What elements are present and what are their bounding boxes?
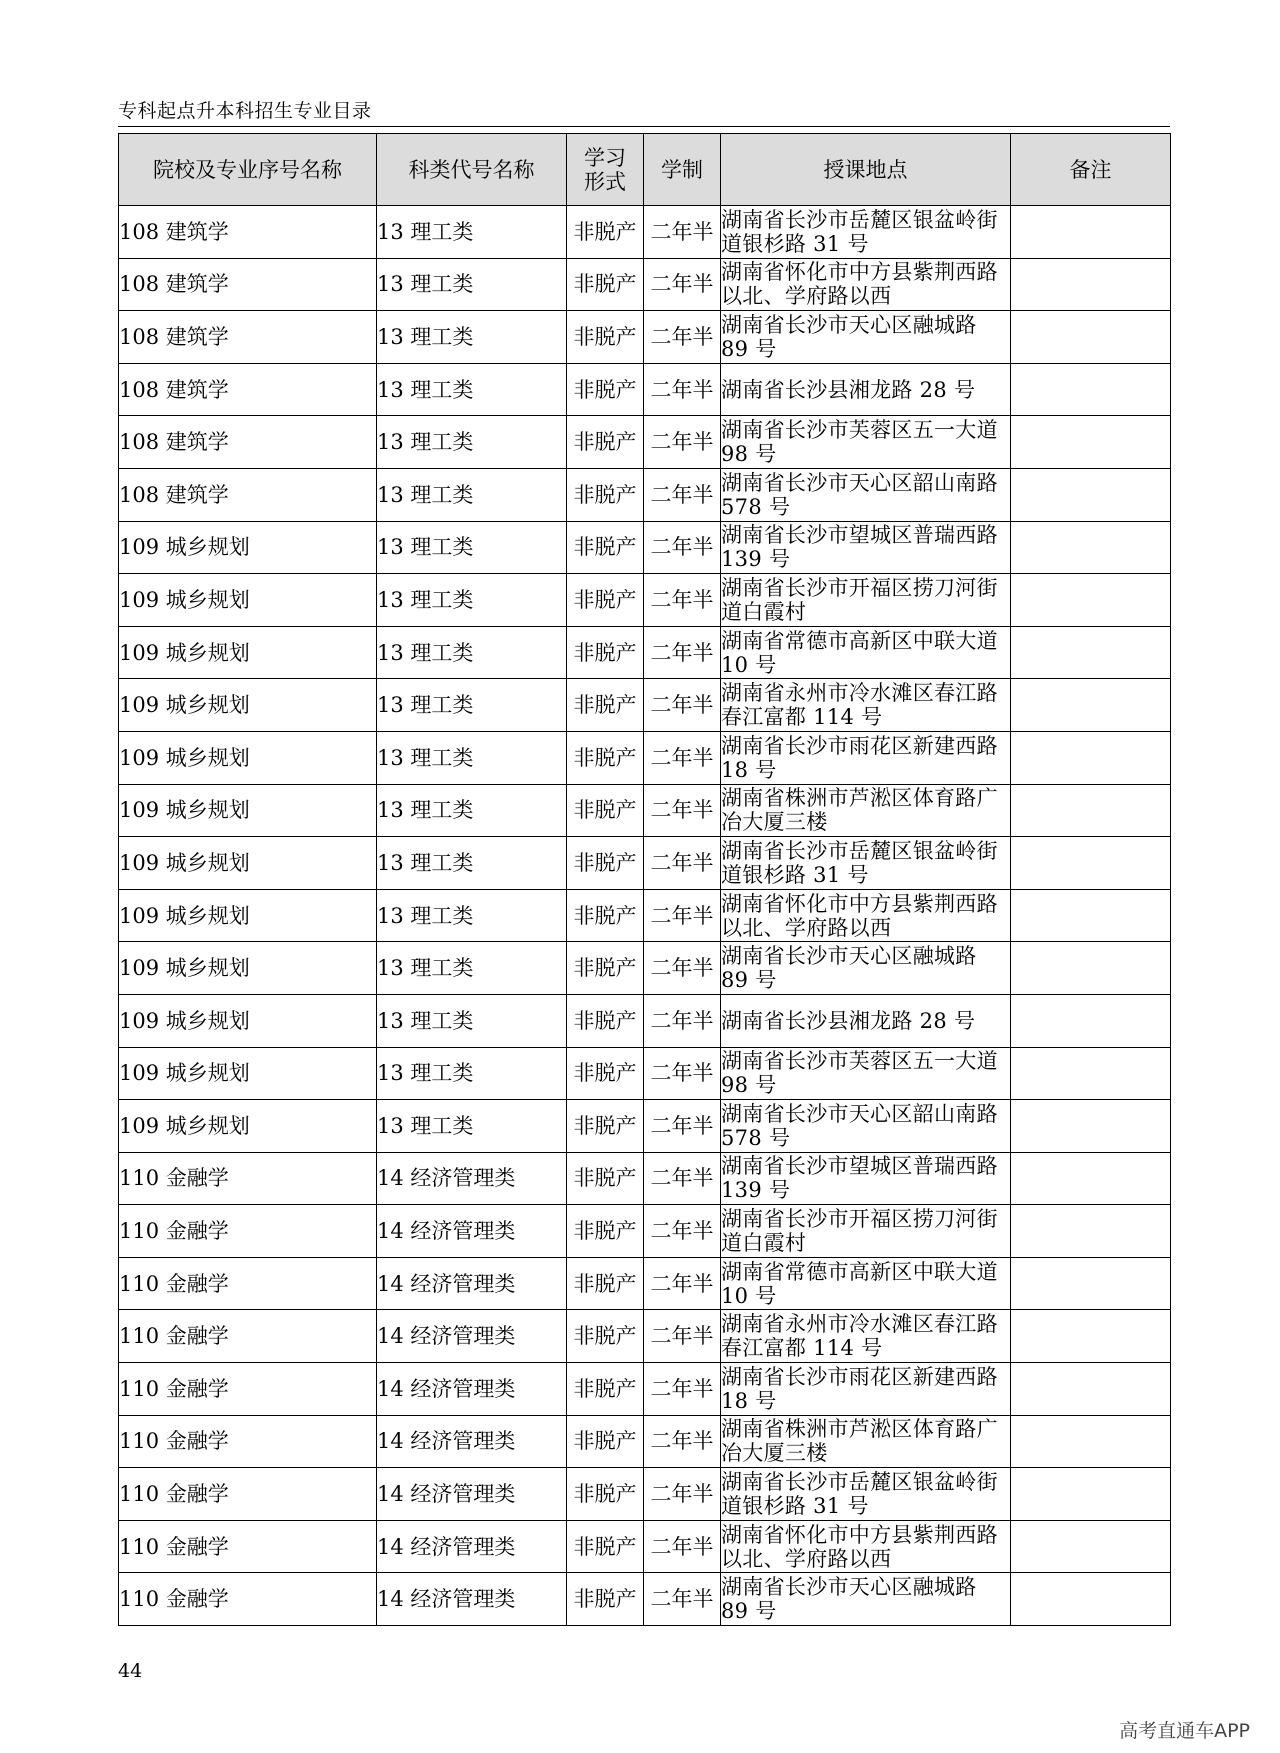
cell-duration: 二年半 <box>644 942 721 995</box>
cell-remarks <box>1011 363 1171 416</box>
cell-location: 湖南省长沙市雨花区新建西路 18 号 <box>721 1363 1011 1416</box>
cell-major: 109 城乡规划 <box>119 574 377 627</box>
header-location: 授课地点 <box>721 134 1011 206</box>
cell-remarks <box>1011 994 1171 1047</box>
table-row <box>119 574 1171 627</box>
cell-remarks <box>1011 889 1171 942</box>
cell-duration: 二年半 <box>644 784 721 837</box>
table-row <box>119 363 1171 416</box>
cell-location: 湖南省长沙市天心区韶山南路 578 号 <box>721 468 1011 521</box>
cell-category: 14 经济管理类 <box>377 1363 567 1416</box>
cell-remarks <box>1011 1100 1171 1153</box>
cell-major: 108 建筑学 <box>119 258 377 311</box>
table-row <box>119 1205 1171 1258</box>
header-major: 院校及专业序号名称 <box>119 134 377 206</box>
table-row <box>119 1310 1171 1363</box>
table-row <box>119 1363 1171 1416</box>
table-row <box>119 1047 1171 1100</box>
header-duration: 学制 <box>644 134 721 206</box>
cell-remarks <box>1011 1468 1171 1521</box>
cell-location: 湖南省长沙市岳麓区银盆岭街道银杉路 31 号 <box>721 837 1011 890</box>
table-row <box>119 994 1171 1047</box>
cell-major: 109 城乡规划 <box>119 1047 377 1100</box>
cell-category: 14 经济管理类 <box>377 1257 567 1310</box>
cell-duration: 二年半 <box>644 1363 721 1416</box>
cell-category: 13 理工类 <box>377 679 567 732</box>
table-row <box>119 1573 1171 1626</box>
cell-location: 湖南省株洲市芦淞区体育路广冶大厦三楼 <box>721 784 1011 837</box>
cell-category: 13 理工类 <box>377 837 567 890</box>
cell-location: 湖南省长沙市天心区韶山南路 578 号 <box>721 1100 1011 1153</box>
major-catalog-table <box>118 133 1171 1626</box>
cell-remarks <box>1011 731 1171 784</box>
cell-category: 13 理工类 <box>377 258 567 311</box>
cell-category: 14 经济管理类 <box>377 1573 567 1626</box>
cell-form: 非脱产 <box>567 679 644 732</box>
cell-location: 湖南省长沙市天心区融城路 89 号 <box>721 942 1011 995</box>
cell-location: 湖南省永州市冷水滩区春江路春江富都 114 号 <box>721 1310 1011 1363</box>
cell-form: 非脱产 <box>567 1257 644 1310</box>
cell-category: 14 经济管理类 <box>377 1520 567 1573</box>
cell-major: 110 金融学 <box>119 1257 377 1310</box>
cell-category: 13 理工类 <box>377 206 567 259</box>
cell-form: 非脱产 <box>567 1152 644 1205</box>
cell-category: 14 经济管理类 <box>377 1468 567 1521</box>
cell-major: 110 金融学 <box>119 1468 377 1521</box>
cell-major: 109 城乡规划 <box>119 626 377 679</box>
cell-duration: 二年半 <box>644 679 721 732</box>
cell-form: 非脱产 <box>567 942 644 995</box>
cell-location: 湖南省怀化市中方县紫荆西路以北、学府路以西 <box>721 1520 1011 1573</box>
table-row <box>119 731 1171 784</box>
cell-category: 13 理工类 <box>377 784 567 837</box>
cell-remarks <box>1011 1257 1171 1310</box>
cell-duration: 二年半 <box>644 837 721 890</box>
cell-major: 108 建筑学 <box>119 311 377 364</box>
cell-form: 非脱产 <box>567 1310 644 1363</box>
cell-duration: 二年半 <box>644 731 721 784</box>
cell-form: 非脱产 <box>567 363 644 416</box>
cell-duration: 二年半 <box>644 1152 721 1205</box>
cell-duration: 二年半 <box>644 626 721 679</box>
table-row <box>119 837 1171 890</box>
table-row <box>119 626 1171 679</box>
cell-remarks <box>1011 1205 1171 1258</box>
cell-location: 湖南省长沙市开福区捞刀河街道白霞村 <box>721 1205 1011 1258</box>
cell-category: 14 经济管理类 <box>377 1205 567 1258</box>
cell-remarks <box>1011 1047 1171 1100</box>
cell-major: 108 建筑学 <box>119 468 377 521</box>
table-header-row <box>119 134 1171 206</box>
cell-duration: 二年半 <box>644 258 721 311</box>
cell-form: 非脱产 <box>567 1363 644 1416</box>
cell-duration: 二年半 <box>644 1468 721 1521</box>
cell-form: 非脱产 <box>567 837 644 890</box>
cell-category: 13 理工类 <box>377 942 567 995</box>
header-category: 科类代号名称 <box>377 134 567 206</box>
cell-remarks <box>1011 416 1171 469</box>
cell-location: 湖南省长沙县湘龙路 28 号 <box>721 994 1011 1047</box>
cell-major: 108 建筑学 <box>119 416 377 469</box>
cell-major: 109 城乡规划 <box>119 1100 377 1153</box>
cell-category: 14 经济管理类 <box>377 1152 567 1205</box>
cell-form: 非脱产 <box>567 1047 644 1100</box>
cell-major: 110 金融学 <box>119 1573 377 1626</box>
cell-remarks <box>1011 679 1171 732</box>
cell-major: 109 城乡规划 <box>119 837 377 890</box>
cell-location: 湖南省长沙市岳麓区银盆岭街道银杉路 31 号 <box>721 1468 1011 1521</box>
cell-remarks <box>1011 1415 1171 1468</box>
cell-category: 13 理工类 <box>377 626 567 679</box>
cell-form: 非脱产 <box>567 626 644 679</box>
cell-major: 110 金融学 <box>119 1310 377 1363</box>
cell-category: 13 理工类 <box>377 416 567 469</box>
header-rule <box>118 126 1170 127</box>
cell-form: 非脱产 <box>567 1415 644 1468</box>
cell-major: 109 城乡规划 <box>119 784 377 837</box>
cell-category: 14 经济管理类 <box>377 1310 567 1363</box>
cell-category: 13 理工类 <box>377 1100 567 1153</box>
cell-form: 非脱产 <box>567 889 644 942</box>
table-row <box>119 258 1171 311</box>
cell-form: 非脱产 <box>567 258 644 311</box>
watermark: 高考直通车APP <box>1119 1720 1250 1742</box>
cell-major: 110 金融学 <box>119 1152 377 1205</box>
cell-category: 13 理工类 <box>377 521 567 574</box>
cell-location: 湖南省怀化市中方县紫荆西路以北、学府路以西 <box>721 258 1011 311</box>
cell-remarks <box>1011 521 1171 574</box>
table-row <box>119 311 1171 364</box>
cell-form: 非脱产 <box>567 1573 644 1626</box>
cell-form: 非脱产 <box>567 206 644 259</box>
cell-form: 非脱产 <box>567 521 644 574</box>
table-row <box>119 1152 1171 1205</box>
cell-remarks <box>1011 574 1171 627</box>
cell-duration: 二年半 <box>644 1520 721 1573</box>
cell-major: 108 建筑学 <box>119 363 377 416</box>
cell-location: 湖南省怀化市中方县紫荆西路以北、学府路以西 <box>721 889 1011 942</box>
cell-category: 13 理工类 <box>377 889 567 942</box>
page-number: 44 <box>118 1660 143 1682</box>
cell-duration: 二年半 <box>644 1415 721 1468</box>
table-row <box>119 521 1171 574</box>
table-row <box>119 942 1171 995</box>
table-row <box>119 889 1171 942</box>
cell-location: 湖南省株洲市芦淞区体育路广冶大厦三楼 <box>721 1415 1011 1468</box>
cell-form: 非脱产 <box>567 574 644 627</box>
cell-category: 14 经济管理类 <box>377 1415 567 1468</box>
cell-duration: 二年半 <box>644 1257 721 1310</box>
cell-form: 非脱产 <box>567 1468 644 1521</box>
cell-major: 110 金融学 <box>119 1205 377 1258</box>
cell-category: 13 理工类 <box>377 574 567 627</box>
cell-remarks <box>1011 626 1171 679</box>
cell-category: 13 理工类 <box>377 468 567 521</box>
cell-location: 湖南省长沙市望城区普瑞西路 139 号 <box>721 1152 1011 1205</box>
cell-duration: 二年半 <box>644 574 721 627</box>
cell-form: 非脱产 <box>567 1205 644 1258</box>
cell-category: 13 理工类 <box>377 363 567 416</box>
cell-remarks <box>1011 1363 1171 1416</box>
cell-category: 13 理工类 <box>377 994 567 1047</box>
cell-remarks <box>1011 784 1171 837</box>
cell-form: 非脱产 <box>567 1100 644 1153</box>
cell-duration: 二年半 <box>644 521 721 574</box>
cell-location: 湖南省长沙市天心区融城路 89 号 <box>721 1573 1011 1626</box>
cell-location: 湖南省长沙市岳麓区银盆岭街道银杉路 31 号 <box>721 206 1011 259</box>
cell-category: 13 理工类 <box>377 731 567 784</box>
table-row <box>119 416 1171 469</box>
cell-duration: 二年半 <box>644 206 721 259</box>
table-row <box>119 1100 1171 1153</box>
header-remarks: 备注 <box>1011 134 1171 206</box>
cell-remarks <box>1011 1310 1171 1363</box>
cell-location: 湖南省长沙市望城区普瑞西路 139 号 <box>721 521 1011 574</box>
cell-form: 非脱产 <box>567 468 644 521</box>
table-row <box>119 1468 1171 1521</box>
table-row <box>119 679 1171 732</box>
cell-duration: 二年半 <box>644 1100 721 1153</box>
cell-category: 13 理工类 <box>377 311 567 364</box>
cell-location: 湖南省永州市冷水滩区春江路春江富都 114 号 <box>721 679 1011 732</box>
cell-location: 湖南省长沙市芙蓉区五一大道 98 号 <box>721 416 1011 469</box>
cell-remarks <box>1011 1573 1171 1626</box>
cell-major: 109 城乡规划 <box>119 731 377 784</box>
cell-category: 13 理工类 <box>377 1047 567 1100</box>
cell-remarks <box>1011 258 1171 311</box>
cell-location: 湖南省长沙市开福区捞刀河街道白霞村 <box>721 574 1011 627</box>
cell-form: 非脱产 <box>567 1520 644 1573</box>
cell-remarks <box>1011 942 1171 995</box>
cell-duration: 二年半 <box>644 1205 721 1258</box>
cell-remarks <box>1011 468 1171 521</box>
cell-major: 110 金融学 <box>119 1415 377 1468</box>
cell-duration: 二年半 <box>644 363 721 416</box>
cell-duration: 二年半 <box>644 416 721 469</box>
cell-major: 108 建筑学 <box>119 206 377 259</box>
table-row <box>119 206 1171 259</box>
cell-major: 109 城乡规划 <box>119 942 377 995</box>
running-head: 专科起点升本科招生专业目录 <box>118 100 372 122</box>
cell-duration: 二年半 <box>644 994 721 1047</box>
cell-form: 非脱产 <box>567 994 644 1047</box>
cell-location: 湖南省常德市高新区中联大道 10 号 <box>721 1257 1011 1310</box>
cell-location: 湖南省长沙县湘龙路 28 号 <box>721 363 1011 416</box>
cell-location: 湖南省常德市高新区中联大道 10 号 <box>721 626 1011 679</box>
cell-remarks <box>1011 837 1171 890</box>
cell-duration: 二年半 <box>644 468 721 521</box>
table-row <box>119 784 1171 837</box>
table-row <box>119 468 1171 521</box>
cell-location: 湖南省长沙市芙蓉区五一大道 98 号 <box>721 1047 1011 1100</box>
header-form: 学习形式 <box>567 134 644 206</box>
cell-duration: 二年半 <box>644 889 721 942</box>
cell-form: 非脱产 <box>567 731 644 784</box>
cell-duration: 二年半 <box>644 1310 721 1363</box>
cell-remarks <box>1011 311 1171 364</box>
cell-location: 湖南省长沙市雨花区新建西路 18 号 <box>721 731 1011 784</box>
cell-location: 湖南省长沙市天心区融城路 89 号 <box>721 311 1011 364</box>
cell-major: 110 金融学 <box>119 1363 377 1416</box>
table-row <box>119 1257 1171 1310</box>
cell-major: 110 金融学 <box>119 1520 377 1573</box>
cell-duration: 二年半 <box>644 311 721 364</box>
cell-remarks <box>1011 206 1171 259</box>
table-row <box>119 1415 1171 1468</box>
cell-major: 109 城乡规划 <box>119 994 377 1047</box>
cell-major: 109 城乡规划 <box>119 889 377 942</box>
cell-remarks <box>1011 1152 1171 1205</box>
cell-form: 非脱产 <box>567 311 644 364</box>
cell-form: 非脱产 <box>567 416 644 469</box>
cell-major: 109 城乡规划 <box>119 679 377 732</box>
cell-duration: 二年半 <box>644 1573 721 1626</box>
cell-form: 非脱产 <box>567 784 644 837</box>
cell-duration: 二年半 <box>644 1047 721 1100</box>
cell-major: 109 城乡规划 <box>119 521 377 574</box>
table-row <box>119 1520 1171 1573</box>
cell-remarks <box>1011 1520 1171 1573</box>
